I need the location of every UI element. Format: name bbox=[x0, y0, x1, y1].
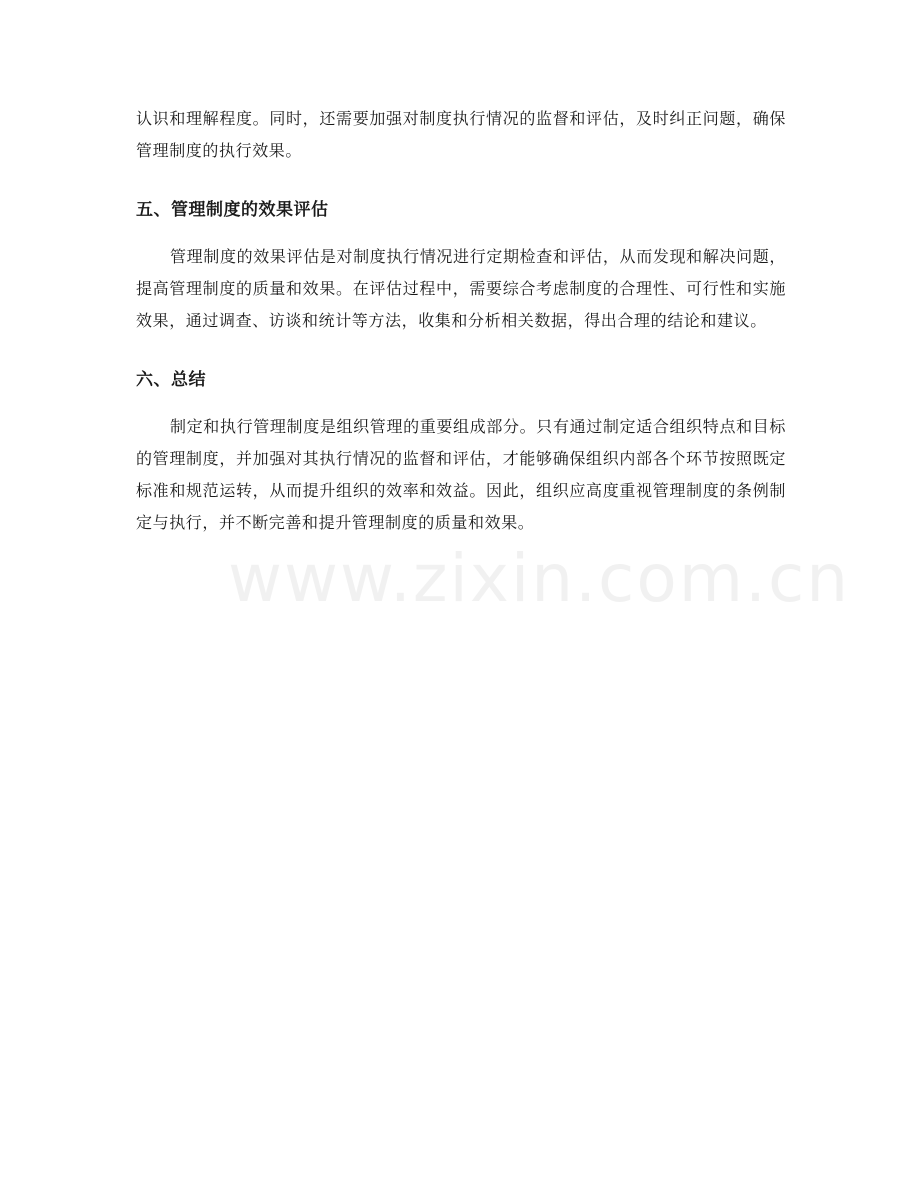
section5-paragraph: 管理制度的效果评估是对制度执行情况进行定期检查和评估，从而发现和解决问题，提高管理制度的质量和效果。在评估过程中，需要综合考虑制度的合理性、可行性和实施效果，通过调查、访谈和统计等方法，收集和分析相关数据，得出合理的结论和建议。 bbox=[136, 247, 786, 330]
watermark: www.zixin.com.cn bbox=[228, 540, 851, 617]
section6-paragraph: 制定和执行管理制度是组织管理的重要组成部分。只有通过制定适合组织特点和目标的管理制度，并加强对其执行情况的监督和评估，才能够确保组织内部各个环节按照既定标准和规范运转，从而提升组织的效率和效益。因此，组织应高度重视管理制度的条例制定与执行，并不断完善和提升管理制度的质量和效果。 bbox=[136, 417, 786, 532]
intro-paragraph: 认识和理解程度。同时，还需要加强对制度执行情况的监督和评估，及时纠正问题，确保管理制度的执行效果。 bbox=[136, 109, 786, 160]
document-body bbox=[136, 103, 786, 539]
section6-heading: 六、总结 bbox=[136, 370, 206, 390]
section5-heading: 五、管理制度的效果评估 bbox=[136, 200, 329, 220]
